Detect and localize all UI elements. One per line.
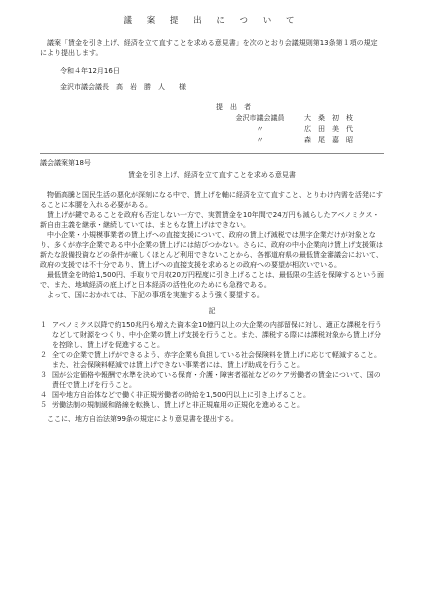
item-number: ５	[40, 401, 47, 409]
body-text	[40, 190, 384, 300]
section-divider	[40, 153, 384, 154]
list-item	[40, 390, 384, 400]
list-item	[40, 350, 384, 370]
body-paragraph: 物価高騰と国民生活の悪化が深刻になる中で、賃上げを軸に経済を立て直すこと、とりわけ内需を活発にすることに本腰を入れる必要がある。	[40, 191, 383, 209]
ki-label: 記	[208, 307, 216, 315]
body-paragraph: 中小企業・小規模事業者の賃上げへの直接支援について、政府の賃上げ減税では黒字企業だけが対象となり、多くが赤字企業である中小企業の賃上げには結びつかない。さらに、政府の中小企業向け賃上げ支援策は新たな設備投資などの条件が厳しくほとんど利用できないことから、各都道府県の最低賃金審議会において、政府の支援では不十分であり、賃上げへの直接支援を求めるとの政府への要望が相次いでいる。	[40, 231, 383, 269]
submitter-row	[216, 124, 384, 134]
submitter-affiliation: 〃	[256, 125, 264, 133]
bill-number: 議会議案第18号	[40, 159, 91, 167]
body-paragraph: 賃上げが鍵であることを政府も否定しない一方で、実質賃金を10年間で24万円も減らしたアベノミクス・新自由主義を継承・継続していては、まともな賃上げはできない。	[40, 211, 380, 229]
item-text: 全ての企業で賃上げができるよう、赤字企業も負担している社会保険料を賃上げに応じて軽減すること。また、社会保険料軽減では賃上げできない事業者には、賃上げ助成を行うこと。	[52, 351, 381, 369]
item-text: 労働法制の規制緩和路線を転換し、賃上げと非正規雇用の正規化を進めること。	[52, 401, 304, 409]
list-item	[40, 400, 384, 410]
submitters-heading: 提 出 者	[216, 103, 251, 111]
list-item	[40, 370, 384, 390]
closing-statement: ここに、地方自治法第99条の規定により意見書を提出する。	[47, 415, 238, 423]
submitter-affiliation: 〃	[256, 136, 264, 144]
document-title: 議 案 提 出 に つ い て	[123, 16, 301, 26]
submitter-row	[216, 113, 384, 123]
submitter-name: 森 尾 嘉 昭	[304, 136, 353, 144]
item-number: １	[40, 321, 47, 329]
submitter-affiliation: 金沢市議会議員	[235, 114, 285, 122]
body-paragraph: よって、国におかれては、下記の事項を実施するよう強く要望する。	[47, 291, 264, 299]
item-text: 国や地方自治体などで働く非正規労働者の時給を1,500円以上に引き上げること。	[52, 391, 311, 399]
submitter-name: 大 桑 初 枝	[304, 114, 353, 122]
submission-date: 令和４年12月16日	[60, 67, 120, 75]
submitter-name: 広 田 美 代	[304, 125, 353, 133]
item-number: ３	[40, 371, 47, 379]
list-item	[40, 320, 384, 350]
body-paragraph: 最低賃金を時給1,500円、手取りで月収20万円程度に引き上げることは、最低限の生活を保障するという面で、また、地域経済の底上げと日本経済の活性化のためにも急務である。	[40, 271, 384, 289]
intro-text: 議案「賃金を引き上げ、経済を立て直すことを求める意見書」を次のとおり会議規則第13条第１項の規定により提出します。	[40, 39, 378, 57]
submitter-row	[216, 135, 384, 145]
item-text: 国が公定価格や報酬で水準を決めている保育・介護・障害者福祉などのケア労働者の賃金について、国の責任で賃上げを行うこと。	[52, 371, 381, 389]
item-number: ４	[40, 391, 47, 399]
submitters-block	[216, 102, 384, 145]
addressee: 金沢市議会議長 高 岩 勝 人 様	[60, 83, 186, 91]
item-number: ２	[40, 351, 47, 359]
bill-title: 賃金を引き上げ、経済を立て直すことを求める意見書	[128, 171, 296, 179]
item-text: アベノミクス以降で約150兆円も増えた資本金10億円以上の大企業の内部留保に対し、適正な課税を行うなどして財源をつくり、中小企業の賃上げ支援を行うこと。また、課税する際には課税対象から賃上げ分を控除し、賃上げを促進すること。	[52, 321, 382, 349]
